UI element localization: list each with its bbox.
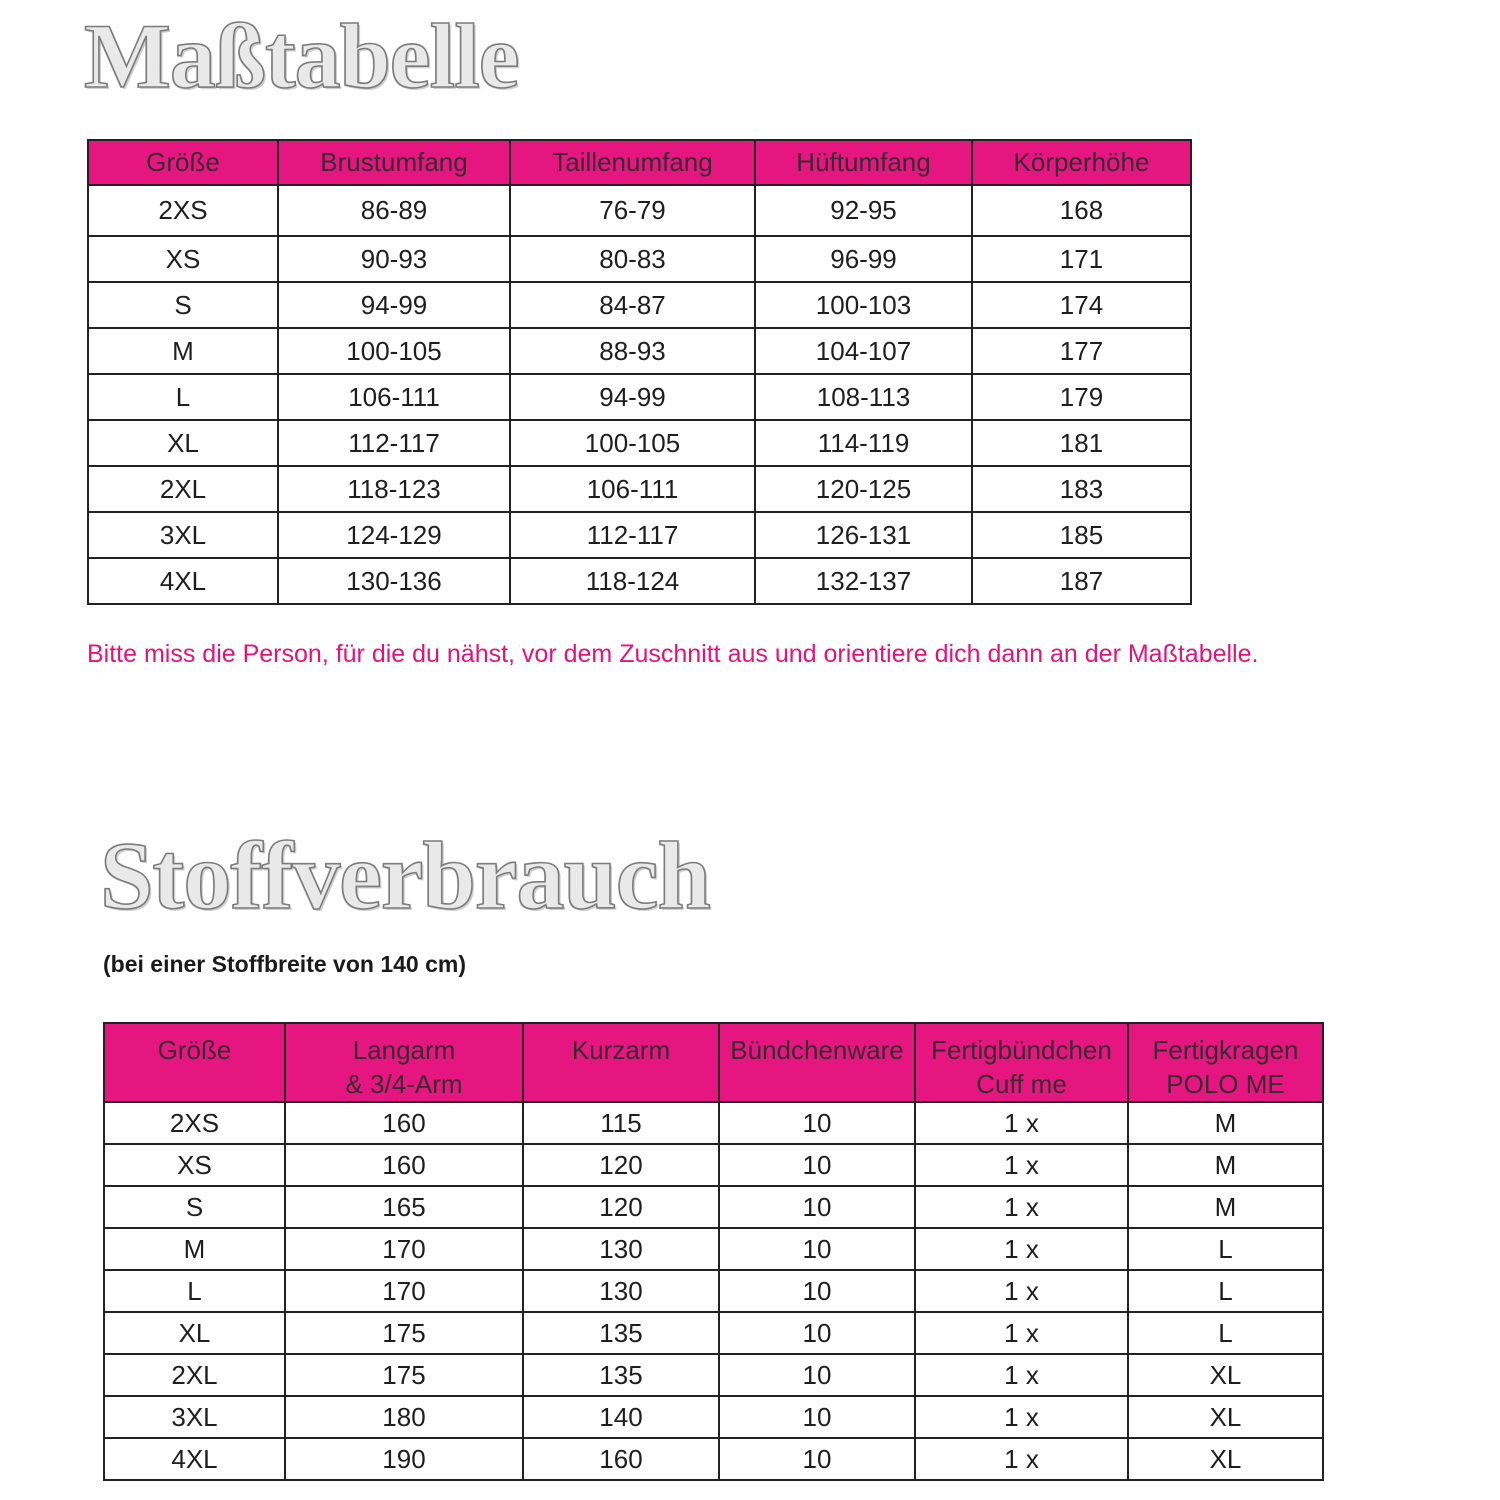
table-row [104, 1438, 1323, 1480]
table-cell: 135 [523, 1312, 719, 1354]
table-cell: 175 [285, 1312, 523, 1354]
table-cell: 187 [972, 558, 1191, 604]
table-row [104, 1312, 1323, 1354]
table-cell: 94-99 [278, 282, 510, 328]
table-cell: 106-111 [510, 466, 755, 512]
header-fertigkragen: Fertigkragen POLO ME [1128, 1023, 1323, 1102]
table-cell: 135 [523, 1354, 719, 1396]
table-row [104, 1228, 1323, 1270]
table-cell: 160 [285, 1102, 523, 1144]
table-cell: S [104, 1186, 285, 1228]
table-cell: 112-117 [510, 512, 755, 558]
measurement-note: Bitte miss die Person, für die du nähst, vor dem Zuschnitt aus und orientiere dich dann an der Maßtabelle. [87, 640, 1259, 668]
header-koerperhoehe: Körperhöhe [972, 140, 1191, 185]
table-cell: 171 [972, 236, 1191, 282]
table-cell: XL [1128, 1396, 1323, 1438]
header-groesse: Größe [104, 1023, 285, 1102]
table-cell: 94-99 [510, 374, 755, 420]
table-cell: 10 [719, 1312, 915, 1354]
table-cell: 4XL [104, 1438, 285, 1480]
table-cell: 10 [719, 1354, 915, 1396]
table-cell: 100-105 [510, 420, 755, 466]
table-cell: 2XL [88, 466, 278, 512]
table-cell: 3XL [88, 512, 278, 558]
table-cell: 120 [523, 1144, 719, 1186]
table-cell: 120 [523, 1186, 719, 1228]
table-cell: XL [1128, 1438, 1323, 1480]
table-row [88, 328, 1191, 374]
table-row [88, 185, 1191, 236]
table-cell: 130-136 [278, 558, 510, 604]
table-cell: 140 [523, 1396, 719, 1438]
header-hueftumfang: Hüftumfang [755, 140, 972, 185]
table-cell: 130 [523, 1228, 719, 1270]
table-cell: 10 [719, 1396, 915, 1438]
table-cell: 1 x [915, 1144, 1128, 1186]
table-cell: 1 x [915, 1438, 1128, 1480]
table-cell: 3XL [104, 1396, 285, 1438]
table-cell: M [1128, 1102, 1323, 1144]
table-cell: 118-124 [510, 558, 755, 604]
table-cell: 190 [285, 1438, 523, 1480]
fabric-consumption-table [103, 1022, 1324, 1481]
table-cell: M [1128, 1144, 1323, 1186]
table-cell: 170 [285, 1228, 523, 1270]
header-buendchenware: Bündchenware [719, 1023, 915, 1102]
table-cell: 2XL [104, 1354, 285, 1396]
table-cell: 10 [719, 1144, 915, 1186]
table-row [88, 374, 1191, 420]
table-cell: 90-93 [278, 236, 510, 282]
table-row [88, 236, 1191, 282]
table-cell: 100-103 [755, 282, 972, 328]
table-cell: 80-83 [510, 236, 755, 282]
table-row [88, 420, 1191, 466]
table-cell: XL [1128, 1354, 1323, 1396]
table-row [104, 1396, 1323, 1438]
table-cell: 115 [523, 1102, 719, 1144]
table-cell: 100-105 [278, 328, 510, 374]
table-cell: 118-123 [278, 466, 510, 512]
table-row [88, 282, 1191, 328]
table-cell: 1 x [915, 1270, 1128, 1312]
table-cell: 10 [719, 1438, 915, 1480]
table-cell: 106-111 [278, 374, 510, 420]
table-cell: 170 [285, 1270, 523, 1312]
table-cell: 181 [972, 420, 1191, 466]
table-cell: 96-99 [755, 236, 972, 282]
table-cell: 165 [285, 1186, 523, 1228]
table-row [104, 1144, 1323, 1186]
table-cell: 1 x [915, 1396, 1128, 1438]
table-cell: 160 [523, 1438, 719, 1480]
table-cell: 124-129 [278, 512, 510, 558]
table-cell: 183 [972, 466, 1191, 512]
table-cell: 120-125 [755, 466, 972, 512]
table-cell: 4XL [88, 558, 278, 604]
table-cell: 114-119 [755, 420, 972, 466]
header-langarm: Langarm & 3/4-Arm [285, 1023, 523, 1102]
fabric-consumption-title: Stoffverbrauch [100, 822, 710, 929]
table-cell: 84-87 [510, 282, 755, 328]
table-cell: L [88, 374, 278, 420]
table-cell: L [1128, 1228, 1323, 1270]
table-cell: 185 [972, 512, 1191, 558]
table-cell: 2XS [104, 1102, 285, 1144]
table-row [88, 512, 1191, 558]
table-cell: 10 [719, 1270, 915, 1312]
table-cell: XS [104, 1144, 285, 1186]
table-cell: 160 [285, 1144, 523, 1186]
table-cell: 108-113 [755, 374, 972, 420]
table-cell: L [104, 1270, 285, 1312]
table-cell: XS [88, 236, 278, 282]
table-row [88, 558, 1191, 604]
table-cell: 177 [972, 328, 1191, 374]
header-taillenumfang: Taillenumfang [510, 140, 755, 185]
table-cell: L [1128, 1312, 1323, 1354]
table-cell: 112-117 [278, 420, 510, 466]
table-row [88, 466, 1191, 512]
table-cell: 174 [972, 282, 1191, 328]
table-cell: 168 [972, 185, 1191, 236]
table-cell: 1 x [915, 1186, 1128, 1228]
table-cell: 130 [523, 1270, 719, 1312]
measurement-header-row [88, 140, 1191, 185]
table-cell: 132-137 [755, 558, 972, 604]
table-cell: 10 [719, 1228, 915, 1270]
table-cell: 88-93 [510, 328, 755, 374]
table-cell: 86-89 [278, 185, 510, 236]
table-cell: XL [104, 1312, 285, 1354]
header-kurzarm: Kurzarm [523, 1023, 719, 1102]
table-cell: 1 x [915, 1354, 1128, 1396]
table-cell: 126-131 [755, 512, 972, 558]
header-brustumfang: Brustumfang [278, 140, 510, 185]
table-cell: 10 [719, 1186, 915, 1228]
table-cell: 10 [719, 1102, 915, 1144]
table-cell: 1 x [915, 1228, 1128, 1270]
table-row [104, 1186, 1323, 1228]
table-cell: 180 [285, 1396, 523, 1438]
table-cell: M [1128, 1186, 1323, 1228]
table-cell: 1 x [915, 1312, 1128, 1354]
fabric-width-note: (bei einer Stoffbreite von 140 cm) [103, 951, 466, 977]
table-cell: 104-107 [755, 328, 972, 374]
table-cell: 175 [285, 1354, 523, 1396]
header-groesse: Größe [88, 140, 278, 185]
measurement-table-title: Maßtabelle [84, 5, 519, 107]
table-cell: L [1128, 1270, 1323, 1312]
table-cell: S [88, 282, 278, 328]
table-cell: 2XS [88, 185, 278, 236]
table-row [104, 1270, 1323, 1312]
table-row [104, 1102, 1323, 1144]
measurement-table [87, 139, 1192, 605]
table-cell: M [104, 1228, 285, 1270]
table-row [104, 1354, 1323, 1396]
table-cell: M [88, 328, 278, 374]
header-fertigbuendchen: Fertigbündchen Cuff me [915, 1023, 1128, 1102]
table-cell: 179 [972, 374, 1191, 420]
fabric-header-row [104, 1023, 1323, 1102]
table-cell: 92-95 [755, 185, 972, 236]
table-cell: 1 x [915, 1102, 1128, 1144]
table-cell: XL [88, 420, 278, 466]
table-cell: 76-79 [510, 185, 755, 236]
